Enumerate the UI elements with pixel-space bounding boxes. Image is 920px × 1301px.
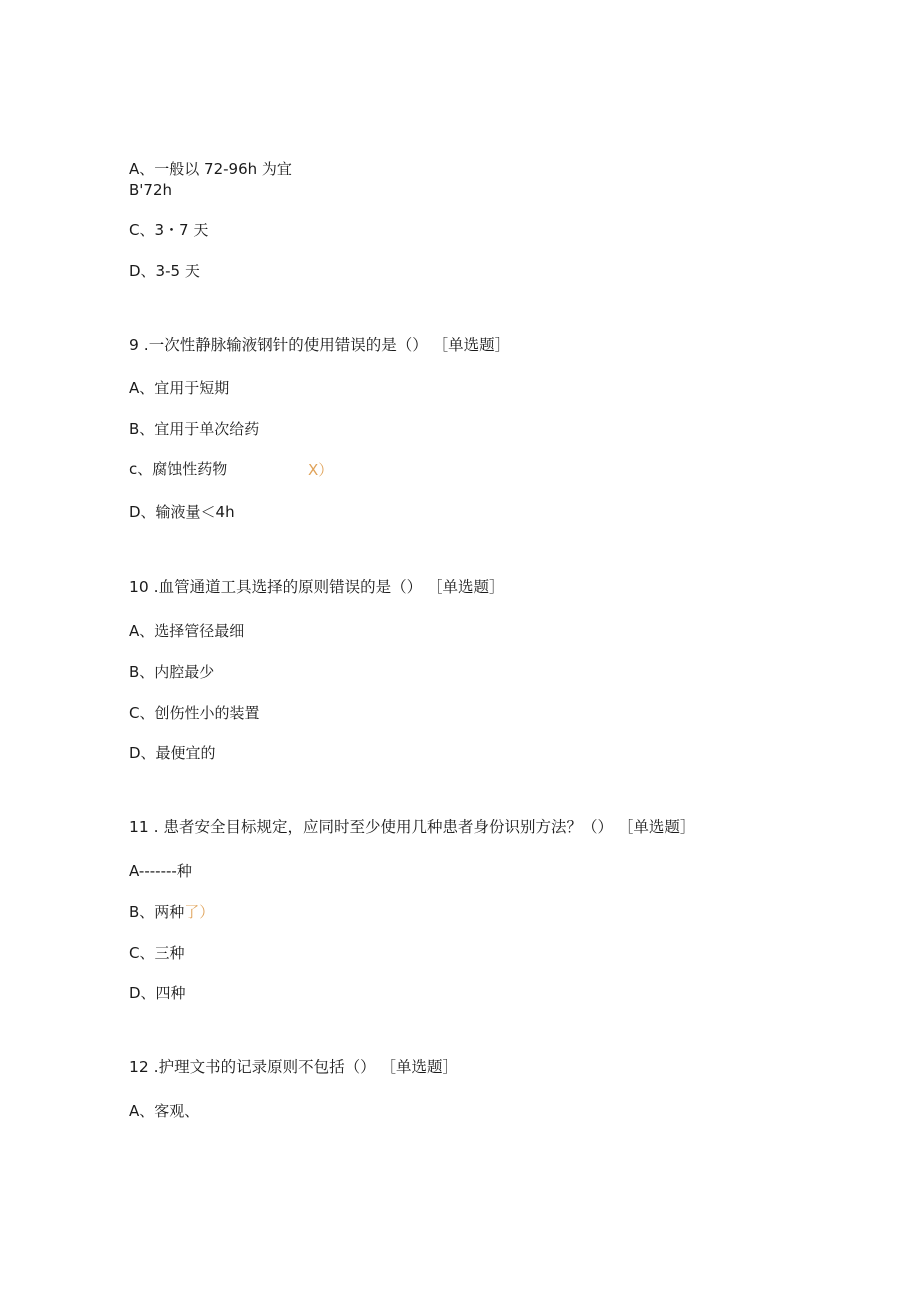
q11-option-c: C、三种 <box>129 944 185 962</box>
q11-title: 11 . 患者安全目标规定，应同时至少使用几种患者身份识别方法？（） ［单选题］ <box>129 818 696 836</box>
q11-option-b-label: B、两种 <box>129 903 185 921</box>
q9-option-b: B、宜用于单次给药 <box>129 420 260 438</box>
q11-answer-mark: 了） <box>184 903 215 921</box>
q11-option-b <box>129 902 214 922</box>
q12-option-a: A、客观、 <box>129 1102 200 1120</box>
q8-option-a: A、一般以 72-96h 为宜 <box>129 160 292 178</box>
q9-option-d: D、输液量＜4h <box>129 503 235 521</box>
q10-option-a: A、选择管径最细 <box>129 622 245 640</box>
q10-option-b: B、内腔最少 <box>129 663 215 681</box>
q11-option-d: D、四种 <box>129 984 186 1002</box>
q8-option-b: B'72h <box>129 181 173 199</box>
q10-title: 10 .血管通道工具选择的原则错误的是（） ［单选题］ <box>129 578 505 596</box>
q9-title: 9 .一次性静脉输液钢针的使用错误的是（） ［单选题］ <box>129 336 511 354</box>
q10-option-d: D、最便宜的 <box>129 744 216 762</box>
q12-title: 12 .护理文书的记录原则不包括（） ［单选题］ <box>129 1058 459 1076</box>
q11-option-a: A-------种 <box>129 862 192 880</box>
q9-option-c: c、腐蚀性药物 <box>129 460 228 478</box>
q8-option-d: D、3-5 天 <box>129 262 200 280</box>
q9-answer-mark: X） <box>308 461 334 479</box>
q9-option-a: A、宜用于短期 <box>129 379 230 397</box>
q8-option-c: C、3・7 天 <box>129 221 209 239</box>
q10-option-c: C、创伤性小的装置 <box>129 704 260 722</box>
